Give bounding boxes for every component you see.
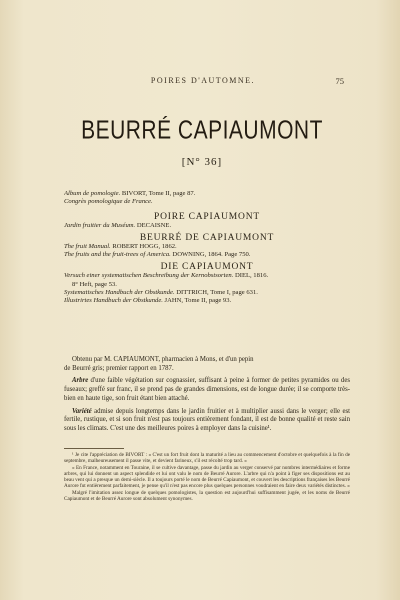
footnote: Malgré l'imitation assez longue de quelques pomologistes, la question est aujourd'hui suffisamment jugée, et les noms de Beurré Capiaumont et de Beurré Aurore sont absolument synonymes.	[64, 489, 350, 503]
reference-line: Congrès pomologique de France.	[64, 198, 153, 206]
paragraph-variete	[64, 408, 350, 434]
running-header	[62, 76, 344, 90]
footnotes	[64, 452, 350, 502]
synonym-heading: POIRE CAPIAUMONT	[154, 211, 260, 222]
running-title: POIRES D'AUTOMNE.	[150, 76, 256, 85]
paragraph-lead: Variété	[72, 407, 92, 415]
footnote-divider	[64, 448, 124, 449]
synonym-heading: BEURRÉ DE CAPIAUMONT	[139, 232, 275, 243]
references-section	[64, 190, 350, 306]
reference-line: The fruit Manual. ROBERT HOGG, 1862.	[64, 243, 177, 251]
origin-line: Obtenu par M. CAPIAUMONT, pharmacien à Mons, et d'un pepin	[72, 356, 254, 363]
body-text	[64, 356, 350, 434]
reference-line: Illustrirtes Handbuch der Obstkunde. JAHN, Tome II, page 93.	[64, 297, 232, 305]
reference-line: Album de pomologie. BIVORT, Tome II, page 87.	[64, 190, 196, 197]
paragraph-arbre	[64, 377, 350, 403]
reference-line: Systematisches Handbuch der Obstkunde. DITTRICH, Tome I, page 631.	[64, 289, 258, 297]
footnote: « En France, notamment en Touraine, il se cultive davantage, passe du jardin au verger conservé par nombres intermédiaires et forme arbres, qui lui donnent un aspect splendide et lui ont valu le nom de Beurré Aurore. L'arbre qui n'a point à figer ses dispositions est au beau vent qui a presque un demi-siècle. Il a toujours porté le nom de Beurré Capiaumont, et couvert les descriptions françaises les Beurré Aurore fut entièrement parfaitement, je pense qu'il n'est pas encore plus quelques personnes voudraient en faire deux variétés distinctes. »	[64, 464, 350, 490]
footnote: ¹ Je cite l'appréciation de BIVORT : « C'est un fort fruit dont la maturité a lieu au commencement d'octobre et quelquefois à la fin de septembre, malheureusement il passe vite, et devient farineux, s'il est récolté trop tard. »	[64, 452, 350, 465]
reference-line: The fruits and the fruit-trees of America. DOWNING, 1864. Page 750.	[64, 251, 251, 259]
origin-line: de Beurré gris; premier rapport en 1787.	[64, 364, 174, 372]
paragraph-text: admise depuis longtemps dans le jardin fruitier et à multiplier aussi dans le verger; elle est fertile, rustique, et si son fruit n'est pas toujours entièrement fondant, il est de bonne qualité et reste sain sous les climats. C'est une des meilleures poires à employer dans la cuisine¹.	[64, 407, 350, 432]
reference-line: Jardin fruitier du Muséum. DECAISNE.	[64, 222, 172, 230]
reference-line: Versuch einer systematischen Beschreibung der Kernobstsorten. DIEL, 1816.	[64, 272, 269, 280]
reference-line: 8° Heft, page 53.	[72, 280, 117, 288]
page-title: BEURRÉ CAPIAUMONT	[81, 116, 323, 145]
synonym-heading: DIE CAPIAUMONT	[160, 261, 254, 272]
entry-number: [N° 36]	[181, 156, 223, 168]
page-number: 75	[335, 76, 344, 86]
paragraph-text: d'une faible végétation sur cognassier, suffisant à peine à former de petites pyramides ou des fuseaux; greffé sur franc, il se prend pas de grandes dimensions, est de longue durée; il se comporte très-bien en haute tige, son fruit étant bien attaché.	[64, 377, 350, 402]
paragraph-lead: Arbre	[72, 377, 89, 385]
